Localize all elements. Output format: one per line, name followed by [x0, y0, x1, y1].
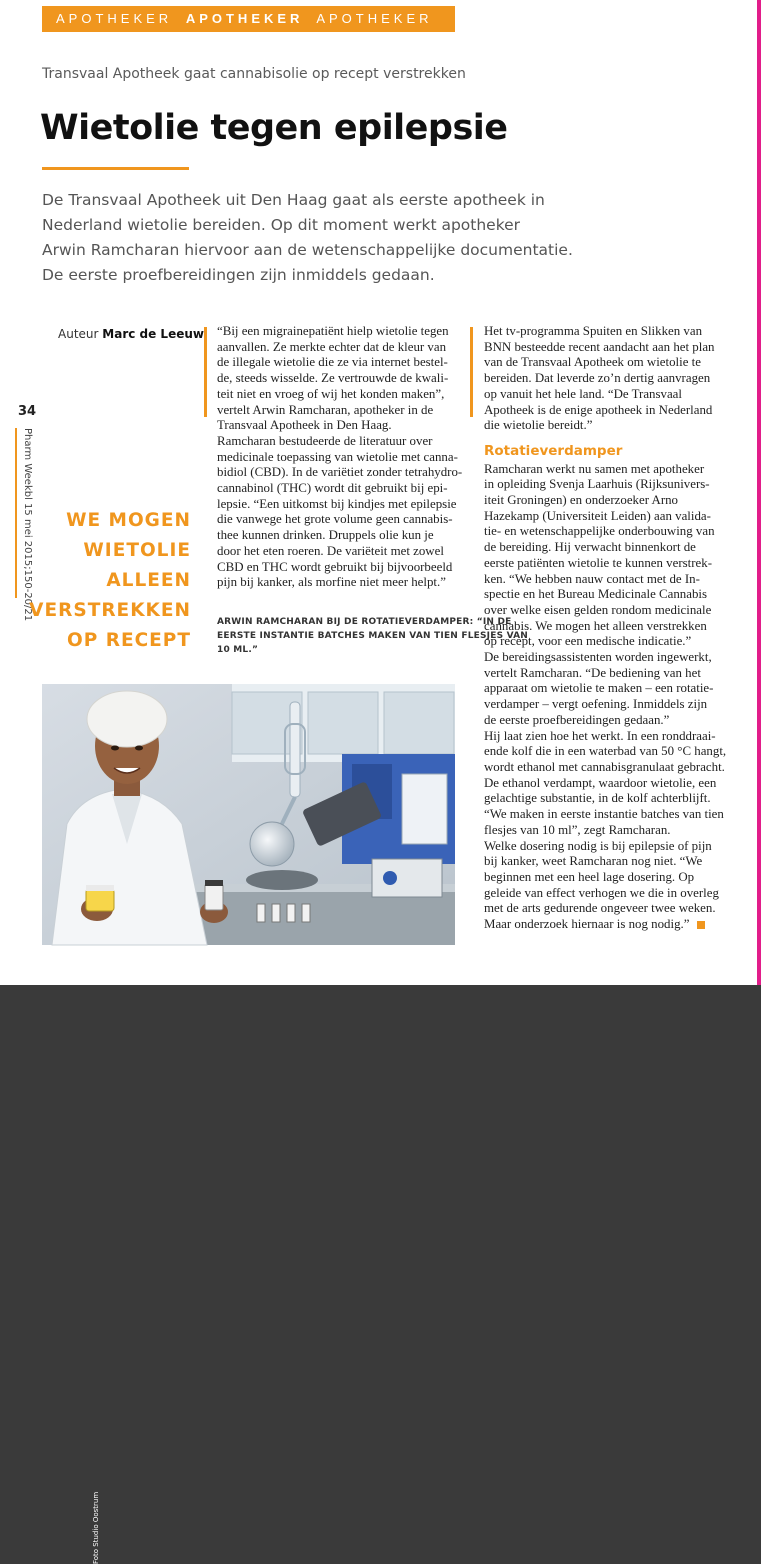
body-line: pijn bij kanker, als morfine niet meer helpt.”: [217, 575, 446, 590]
body-line: in opleiding Svenja Laarhuis (Rijksunivers-: [484, 477, 710, 492]
column-rule: [470, 327, 473, 417]
banner-word: APOTHEKER: [316, 11, 433, 26]
lab-photo-illustration: [42, 684, 455, 945]
body-line: thee kunnen drinken. Druppels olie kun je: [217, 528, 434, 543]
body-line: Ramcharan bestudeerde de literatuur over: [217, 433, 433, 448]
body-line: Ramcharan werkt nu samen met apotheker: [484, 461, 705, 476]
body-line: cannabis. We mogen het alleen verstrekken: [484, 618, 707, 633]
photo-caption: [217, 615, 529, 657]
body-line: bij kanker, weet Ramcharan nog niet. “We: [484, 854, 703, 869]
article-photo: [42, 684, 455, 1564]
body-line: CBD en THC wordt gebruikt bij bijvoorbeeld: [217, 559, 453, 574]
author-name: Marc de Leeuw: [102, 327, 204, 341]
subheading: Rotatieverdamper: [484, 442, 623, 459]
author-label: Auteur: [58, 327, 99, 341]
body-line: Welke dosering nodig is bij epilepsie of pijn: [484, 838, 712, 853]
pull-quote-line: ALLEEN: [106, 570, 191, 591]
pull-quote: [29, 506, 191, 656]
banner-word-bold: APOTHEKER: [185, 11, 304, 26]
body-line: spectie en het Bureau Medicinale Cannabis: [484, 587, 707, 602]
intro-line: De Transvaal Apotheek uit Den Haag gaat als eerste apotheek in: [42, 191, 545, 209]
body-line: Hij laat zien hoe het werkt. In een ronddraai-: [484, 728, 716, 743]
body-line: verdamper – vergt oefening. Inmiddels zijn: [484, 697, 708, 712]
section-banner: [42, 6, 455, 32]
body-line: op recept, voor een medische indicatie.”: [484, 634, 692, 649]
body-line: Transvaal Apotheek in Den Haag.: [217, 418, 392, 433]
body-line: gelachtige substantie, in de kolf achterblijft.: [484, 791, 711, 806]
body-line: De bereidingsassistenten worden ingewerkt,: [484, 650, 712, 665]
body-line: lepsie. “Een uitkomst bij kindjes met epilepsie: [217, 496, 457, 511]
title-underline: [42, 167, 189, 170]
body-line: cannabinol (THC) wordt dit gebruikt bij epi-: [217, 481, 448, 496]
body-line: “We maken in eerste instantie batches van tien: [484, 807, 724, 822]
body-column-2: [484, 324, 744, 933]
body-line: Het tv-programma Spuiten en Slikken van: [484, 324, 703, 338]
body-line: over welke eisen gelden rondom medicinale: [484, 602, 712, 617]
banner-word: APOTHEKER: [56, 11, 173, 26]
author-byline: [58, 327, 204, 341]
article-title: Wietolie tegen epilepsie: [40, 108, 508, 148]
body-line: Apotheek is de enige apotheek in Nederland: [484, 402, 713, 417]
body-column-1: [217, 324, 467, 591]
body-line: geleide van effect verhogen we die in overleg: [484, 885, 719, 900]
body-line: door het eten roeren. De variëteit met zowel: [217, 543, 444, 558]
body-line: aanvallen. Ze merkte echter dat de kleur van: [217, 339, 447, 354]
article-intro: [42, 188, 602, 288]
body-line: met de arts gedurende ongeveer twee weken.: [484, 901, 716, 916]
body-line: beginnen met een heel lage dosering. Op: [484, 869, 695, 884]
body-line: vertelt Arwin Ramcharan, apotheker in de: [217, 402, 434, 417]
body-line: BNN besteedde recent aandacht aan het plan: [484, 339, 715, 354]
pull-quote-line: WE MOGEN: [66, 510, 191, 531]
body-line: de eerste proefbereidingen gedaan.”: [484, 712, 670, 727]
body-line: die wietolie bereidt.”: [484, 418, 593, 433]
body-line: op vanuit het hele land. “De Transvaal: [484, 386, 682, 401]
body-line: de bereiding. Hij verwacht binnenkort de: [484, 540, 696, 555]
body-line: “Bij een migrainepatiënt hielp wietolie tegen: [217, 324, 449, 338]
body-line: De ethanol verdampt, waardoor wietolie, een: [484, 775, 717, 790]
body-line: die vanwege het grote volume geen cannabis-: [217, 512, 453, 527]
pull-quote-line: WIETOLIE: [83, 540, 191, 561]
journal-reference: Pharm Weekbl 15 mei 2015;150-20/21: [22, 428, 33, 622]
caption-line: ARWIN RAMCHARAN BIJ DE ROTATIEVERDAMPER: “IN DE: [217, 617, 512, 627]
body-line: tie- en wetenschappelijke onderbouwing van: [484, 524, 715, 539]
intro-line: Nederland wietolie bereiden. Op dit moment werkt apotheker: [42, 216, 521, 234]
pull-quote-line: VERSTREKKEN: [29, 600, 191, 621]
margin-rule: [15, 428, 17, 598]
body-line: iteit Groningen) en onderzoeker Arno: [484, 493, 679, 508]
body-line: de, steeds wisselde. Ze vertrouwde de kwali-: [217, 371, 449, 386]
intro-line: Arwin Ramcharan hiervoor aan de wetenschappelijke documentatie.: [42, 241, 573, 259]
body-line: medicinale toepassing van wietolie met canna-: [217, 449, 458, 464]
body-line-last: Maar onderzoek hiernaar is nog nodig.”: [484, 917, 690, 932]
body-line: wordt ethanol met cannabisgranulaat gebracht.: [484, 759, 725, 774]
body-line: de illegale wietolie die ze via internet bestel-: [217, 355, 448, 370]
body-line: vertelt Ramcharan. “De bediening van het: [484, 665, 701, 680]
page-edge: [757, 0, 761, 985]
body-line: Hazekamp (Universiteit Leiden) aan valida-: [484, 508, 711, 523]
body-line: van de Transvaal Apotheek om wietolie te: [484, 355, 701, 370]
end-mark: [697, 921, 705, 929]
intro-line: De eerste proefbereidingen zijn inmiddels gedaan.: [42, 266, 435, 284]
photo-credit: Foto Studio Oostrum: [92, 1491, 100, 1564]
article-kicker: Transvaal Apotheek gaat cannabisolie op recept verstrekken: [42, 66, 466, 82]
body-line: eerste patiënten wietolie te kunnen verstrek-: [484, 555, 712, 570]
body-line: [484, 917, 744, 933]
body-line: teit niet en vroeg of wij het konden maken”,: [217, 386, 445, 401]
body-line: ende kolf die in een waterbad van 50 °C hangt,: [484, 744, 727, 759]
body-line: flesjes van 10 ml”, zegt Ramcharan.: [484, 822, 671, 837]
body-line: bidiol (CBD). In de variëtiet zonder tetrahydro-: [217, 465, 463, 480]
pull-quote-line: OP RECEPT: [66, 630, 191, 651]
body-line: apparaat om wietolie te maken – een rotatie-: [484, 681, 714, 696]
caption-line: EERSTE INSTANTIE BATCHES MAKEN VAN TIEN FLESJES VAN: [217, 631, 529, 641]
column-rule: [204, 327, 207, 417]
body-line: bereiden. Dat leverde zo’n dertig aanvragen: [484, 371, 711, 386]
page-number: 34: [18, 404, 37, 419]
caption-line: 10 ML.”: [217, 645, 259, 655]
body-line: ken. “We hebben nauw contact met de In-: [484, 571, 700, 586]
